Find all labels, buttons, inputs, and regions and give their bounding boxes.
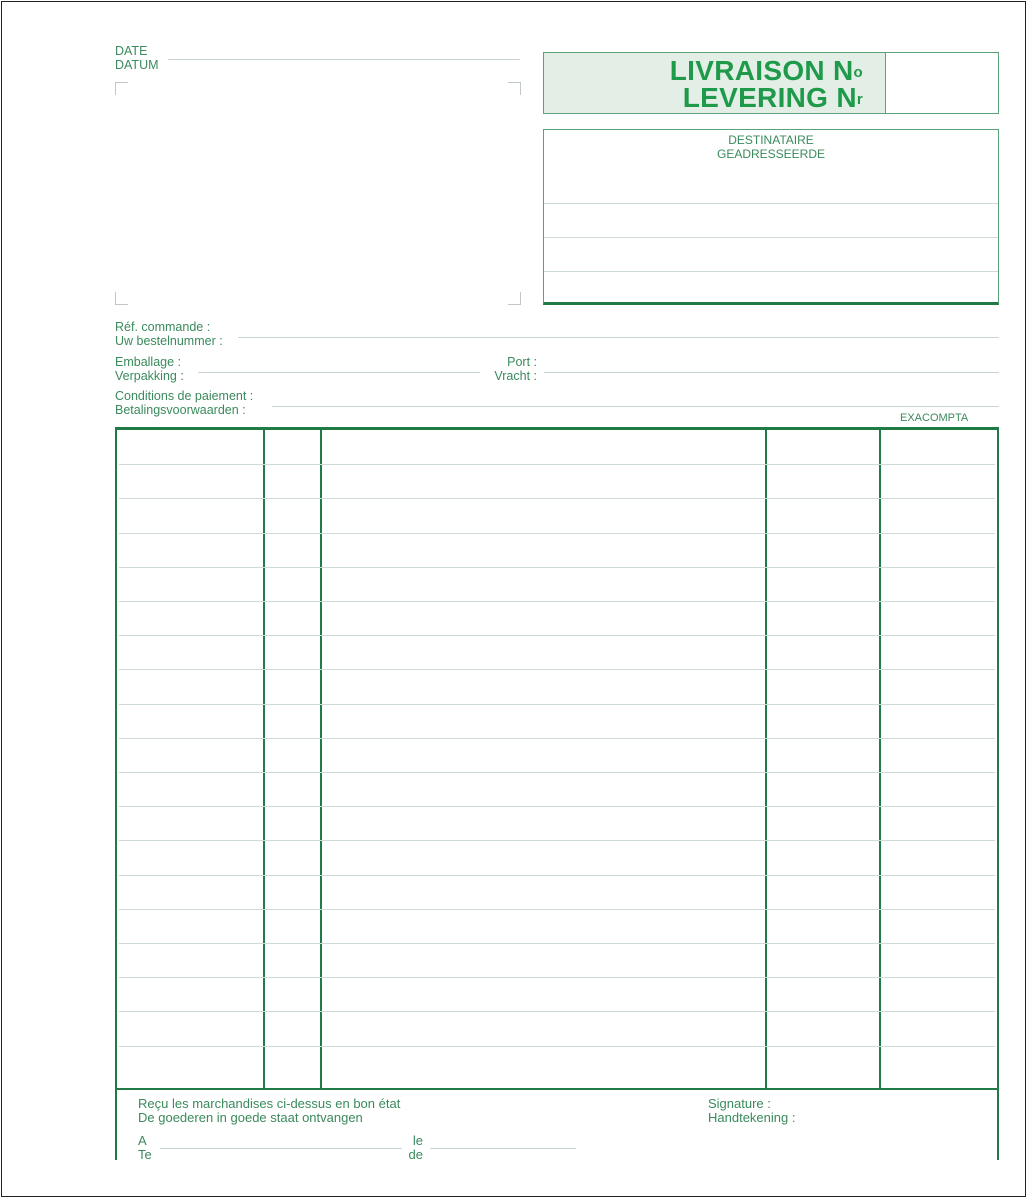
table-row[interactable] xyxy=(119,738,995,739)
shipping-label xyxy=(470,355,537,383)
column-divider-4 xyxy=(879,430,881,1088)
signature-label xyxy=(708,1097,795,1125)
place-field[interactable] xyxy=(160,1148,402,1149)
packaging-label xyxy=(115,355,184,383)
table-row[interactable] xyxy=(119,669,995,670)
table-row[interactable] xyxy=(119,943,995,944)
delivery-number-box xyxy=(543,52,999,114)
address-window-corner-tl xyxy=(115,82,128,95)
signature-label-nl: Handtekening : xyxy=(708,1110,796,1125)
table-row[interactable] xyxy=(119,464,995,465)
received-statement-nl: De goederen in goede staat ontvangen xyxy=(138,1110,363,1125)
table-row[interactable] xyxy=(119,977,995,978)
payment-label-fr: Conditions de paiement : xyxy=(115,389,254,403)
date-signed-label-fr: le xyxy=(412,1133,423,1148)
table-row[interactable] xyxy=(119,567,995,568)
address-window-corner-tr xyxy=(508,82,521,95)
brand-label: EXACOMPTA xyxy=(900,412,969,424)
order-ref-label xyxy=(115,320,223,348)
address-window-corner-bl xyxy=(115,292,128,305)
date-field[interactable] xyxy=(168,59,520,60)
table-row[interactable] xyxy=(119,1011,995,1012)
place-label-fr: A xyxy=(138,1133,147,1148)
date-label-fr: DATE xyxy=(115,44,148,58)
table-row[interactable] xyxy=(119,635,995,636)
order-ref-label-nl: Uw bestelnummer : xyxy=(115,334,223,348)
table-row[interactable] xyxy=(119,533,995,534)
date-signed-label xyxy=(408,1134,423,1162)
place-label-nl: Te xyxy=(138,1147,152,1162)
recipient-label-fr: DESTINATAIRE xyxy=(728,133,814,147)
table-row[interactable] xyxy=(119,840,995,841)
recipient-box xyxy=(543,129,999,305)
table-row[interactable] xyxy=(119,806,995,807)
column-divider-1 xyxy=(263,430,265,1088)
delivery-number-field[interactable] xyxy=(886,53,998,113)
recipient-line-2[interactable] xyxy=(544,237,998,238)
address-window-corner-br xyxy=(508,292,521,305)
table-row[interactable] xyxy=(119,1046,995,1047)
title-shade xyxy=(544,53,886,113)
column-divider-3 xyxy=(765,430,767,1088)
order-ref-field[interactable] xyxy=(238,337,999,338)
recipient-line-3[interactable] xyxy=(544,271,998,272)
received-statement xyxy=(138,1097,400,1125)
table-row[interactable] xyxy=(119,704,995,705)
column-divider-2 xyxy=(320,430,322,1088)
date-signed-field[interactable] xyxy=(430,1148,576,1149)
date-label xyxy=(115,44,159,72)
order-ref-label-fr: Réf. commande : xyxy=(115,320,211,334)
date-label-nl: DATUM xyxy=(115,58,159,72)
items-table xyxy=(115,427,999,1090)
packaging-field[interactable] xyxy=(198,372,480,373)
shipping-field[interactable] xyxy=(544,372,999,373)
received-statement-fr: Reçu les marchandises ci-dessus en bon état xyxy=(138,1096,401,1111)
table-row[interactable] xyxy=(119,772,995,773)
recipient-line-1[interactable] xyxy=(544,203,998,204)
recipient-label-nl: GEADRESSEERDE xyxy=(716,147,826,161)
payment-label xyxy=(115,389,253,417)
payment-label-nl: Betalingsvoorwaarden : xyxy=(115,403,246,417)
signature-label-fr: Signature : xyxy=(708,1096,771,1111)
signature-area[interactable] xyxy=(708,1128,988,1158)
title-nl: LEVERING $N^r$ xyxy=(682,82,863,113)
footer-right-border xyxy=(997,1088,999,1160)
table-row[interactable] xyxy=(119,601,995,602)
table-row[interactable] xyxy=(119,498,995,499)
payment-field[interactable] xyxy=(272,406,999,407)
shipping-label-fr: Port : xyxy=(507,355,537,369)
table-row[interactable] xyxy=(119,875,995,876)
date-signed-label-nl: de xyxy=(408,1147,423,1162)
table-row[interactable] xyxy=(119,909,995,910)
packaging-label-fr: Emballage : xyxy=(115,355,182,369)
footer-left-border xyxy=(115,1088,117,1160)
packaging-label-nl: Verpakking : xyxy=(115,369,184,383)
place-label xyxy=(138,1134,152,1162)
shipping-label-nl: Vracht : xyxy=(494,369,537,383)
title-fr: LIVRAISON $N^o$ xyxy=(669,55,863,86)
